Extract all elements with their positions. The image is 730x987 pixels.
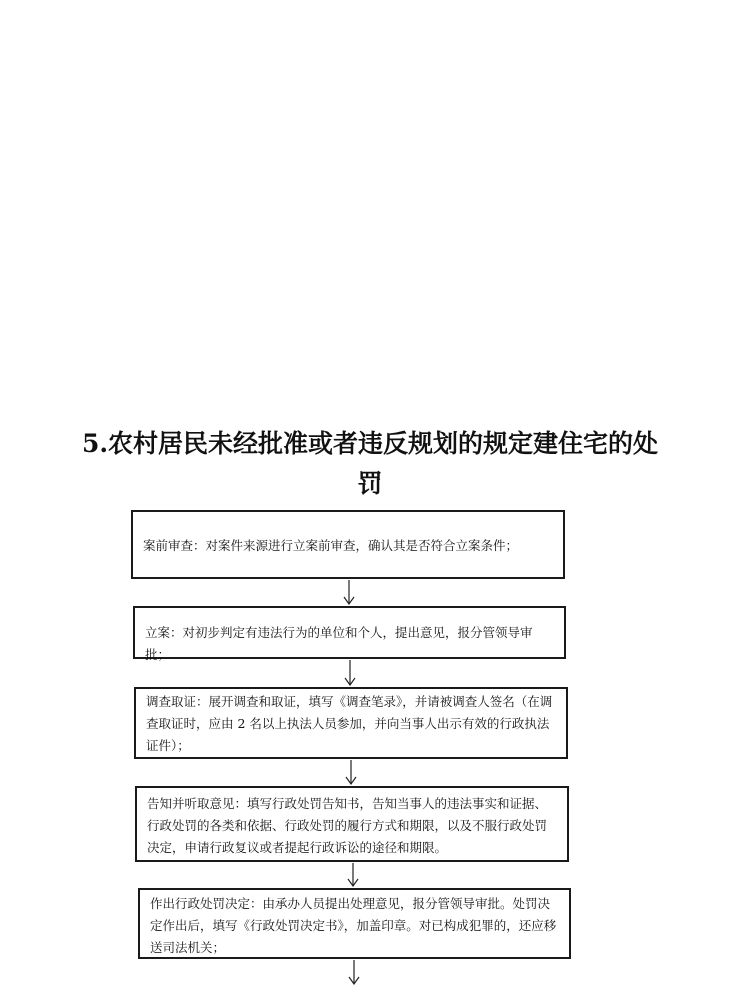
flow-step-penalty-decision [138, 888, 571, 959]
down-arrow-icon [342, 580, 356, 606]
down-arrow-icon [347, 960, 361, 986]
flow-step-text: 调查取证：展开调查和取证，填写《调查笔录》，并请被调查人签名（在调查取证时，应由 2 名以上执法人员参加，并向当事人出示有效的行政执法证件）； [146, 694, 553, 753]
page-title-line-2: 罚 [357, 469, 383, 498]
flow-step-text: 告知并听取意见：填写行政处罚告知书，告知当事人的违法事实和证据、行政处罚的各类和依据、行政处罚的履行方式和期限，以及不服行政处罚决定，申请行政复议或者提起行政诉讼的途径和期限。 [147, 796, 548, 855]
page-title-line-1: 5.农村居民未经批准或者违反规划的规定建住宅的处 [81, 429, 659, 458]
down-arrow-icon [346, 863, 360, 888]
down-arrow-icon [344, 760, 358, 786]
flow-step-pre-filing-review [131, 510, 565, 579]
flow-step-text: 作出行政处罚决定：由承办人员提出处理意见，报分管领导审批。处罚决定作出后，填写《行政处罚决定书》，加盖印章。对已构成犯罪的，还应移送司法机关； [150, 896, 557, 955]
down-arrow-icon [343, 660, 357, 687]
flow-step-notification-hearing [135, 786, 569, 862]
flow-step-case-filing [133, 606, 566, 662]
flow-step-text: 案前审查：对案件来源进行立案前审查，确认其是否符合立案条件； [143, 538, 519, 553]
flow-step-text: 立案：对初步判定有违法行为的单位和个人，提出意见，报分管领导审批； [145, 625, 533, 662]
flow-step-investigation [134, 687, 568, 759]
